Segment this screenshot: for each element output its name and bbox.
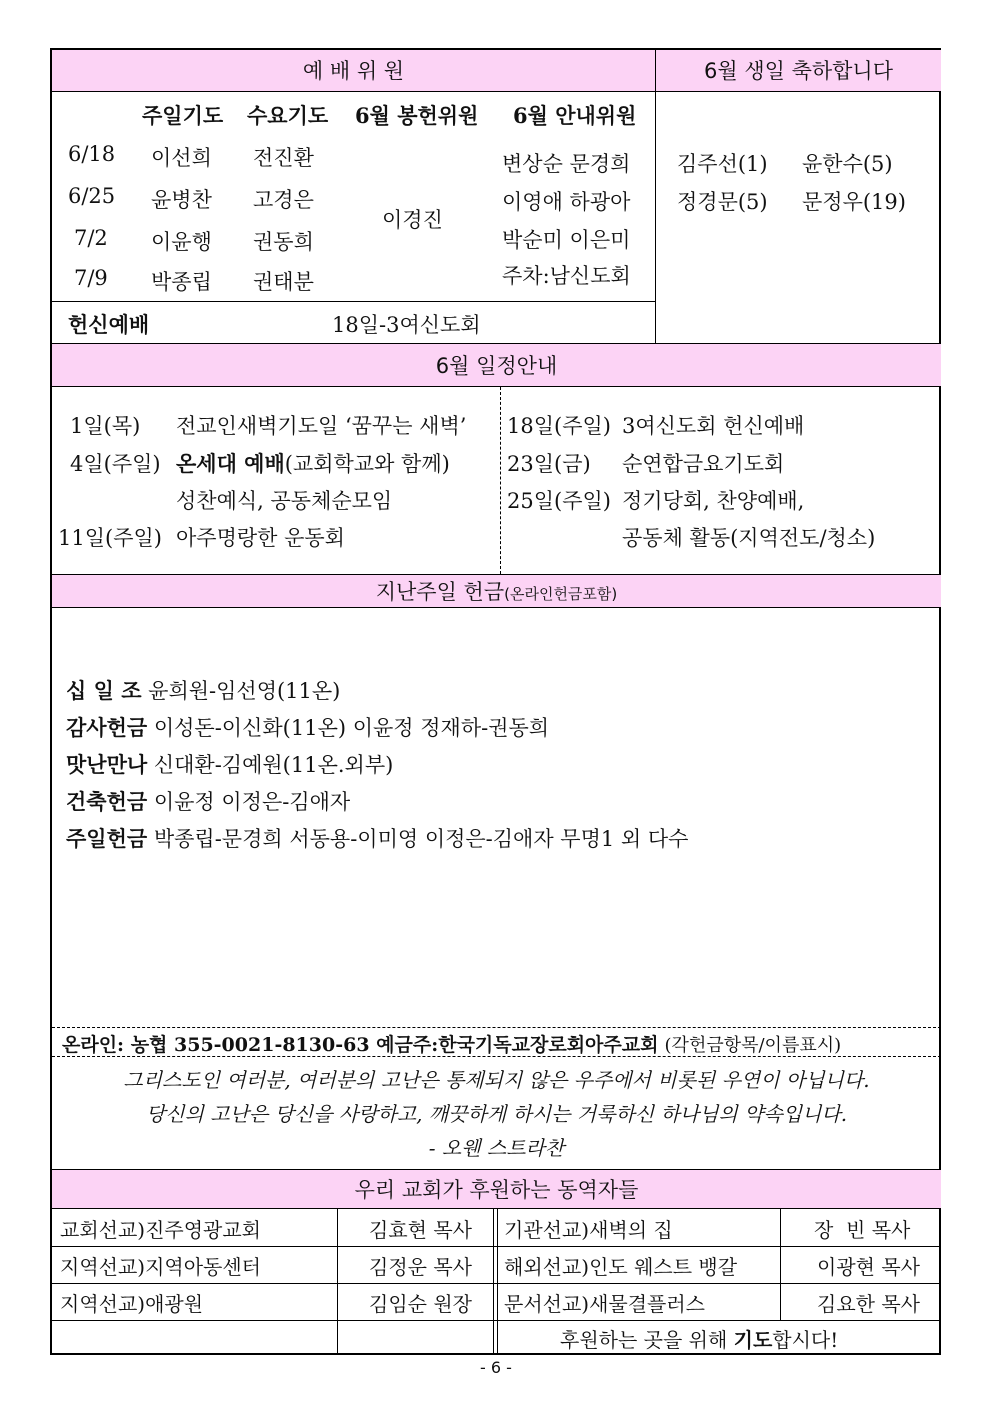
- offering-label: 십 일 조: [66, 679, 142, 703]
- worship-sunday: 박종립: [151, 270, 212, 294]
- schedule-event: 성찬예식, 공동체순모임: [176, 489, 393, 513]
- schedule-event-bold: 온세대 예배: [176, 451, 285, 476]
- dedication-value: 18일-3여신도회: [332, 313, 481, 337]
- guide-pair: 변상순 문경희: [502, 152, 631, 176]
- schedule-header: [52, 343, 941, 387]
- offering-value: 신대환-김예원(11온.외부): [153, 753, 394, 777]
- support-place: 해외선교)인도 웨스트 뱅갈: [504, 1255, 738, 1279]
- birthday-header-text: 6월 생일 축하합니다: [704, 59, 893, 83]
- worship-date: 7/9: [74, 266, 108, 290]
- quote-author: - 오웬 스트라찬: [428, 1136, 565, 1160]
- schedule-header-text: 6월 일정안내: [435, 354, 558, 378]
- schedule-day: 18일(주일): [507, 414, 611, 438]
- worship-date: 6/25: [68, 184, 116, 208]
- worship-wednesday: 고경은: [253, 188, 314, 212]
- offering-label: 맛난만나: [66, 753, 148, 777]
- online-account: [62, 1030, 841, 1057]
- birthday-name: 김주선(1): [677, 152, 768, 176]
- offering-label: 감사헌금: [66, 716, 148, 740]
- offering-value: 이성돈-이신화(11온) 이윤정 정재하-권동희: [153, 716, 550, 740]
- offering-label: 건축헌금: [66, 790, 148, 814]
- worship-wednesday: 권동희: [253, 230, 314, 254]
- prayer-bold: 기도: [733, 1328, 773, 1352]
- schedule-event: 공동체 활동(지역전도/청소): [622, 526, 876, 550]
- col-guide-member: 6월 안내위원: [513, 103, 637, 128]
- online-account-note: (각헌금항목/이름표시): [664, 1035, 842, 1056]
- offering-value: 이윤정 이정은-김애자: [153, 790, 351, 814]
- birthday-name: 윤한수(5): [802, 152, 893, 176]
- support-person: 이광현 목사: [817, 1255, 920, 1279]
- worship-sunday: 이윤행: [151, 230, 212, 254]
- schedule-day: 4일(주일): [70, 452, 161, 476]
- guide-pair: 박순미 이은미: [502, 228, 631, 252]
- support-person: 장 빈 목사: [814, 1218, 911, 1242]
- offering-item: [66, 823, 688, 853]
- worship-date: 7/2: [74, 226, 108, 250]
- quote-line: 당신의 고난은 당신을 사랑하고, 깨끗하게 하시는 거룩하신 하나님의 약속입니다.: [145, 1102, 848, 1126]
- birthday-header: [656, 50, 941, 92]
- schedule-day: 11일(주일): [58, 526, 162, 550]
- support-header: [52, 1169, 941, 1209]
- support-person: 김정운 목사: [369, 1255, 472, 1279]
- support-person: 김요한 목사: [817, 1292, 920, 1316]
- schedule-day: 23일(금): [507, 452, 591, 476]
- worship-wednesday: 전진환: [253, 146, 314, 170]
- offering-value: 윤희원-임선영(11온): [148, 679, 341, 703]
- schedule-event-rest: (교회학교와 함께): [284, 452, 450, 476]
- birthday-name: 문정우(19): [802, 190, 906, 214]
- offering-value: 박종립-문경희 서동용-이미영 이정은-김애자 무명1 외 다수: [153, 827, 689, 851]
- schedule-event: 아주명랑한 운동회: [176, 526, 345, 550]
- schedule-event: 전교인새벽기도일 ‘꿈꾸는 새벽’: [176, 414, 467, 438]
- schedule-day: 1일(목): [70, 414, 141, 438]
- support-person: 김임순 원장: [369, 1292, 472, 1316]
- schedule-day: 25일(주일): [507, 489, 611, 513]
- schedule-event: 정기당회, 찬양예배,: [622, 489, 805, 513]
- dedication-label: 헌신예배: [68, 312, 150, 337]
- support-place: 지역선교)지역아동센터: [60, 1255, 262, 1279]
- worship-header: [52, 50, 656, 92]
- schedule-event: [176, 448, 450, 478]
- support-header-text: 우리 교회가 후원하는 동역자들: [354, 1178, 639, 1202]
- col-wednesday-prayer: 수요기도: [247, 103, 329, 128]
- schedule-event: 순연합금요기도회: [622, 452, 785, 476]
- offering-item: [66, 712, 549, 742]
- col-sunday-prayer: 주일기도: [142, 103, 224, 128]
- offering-member: 이경진: [382, 208, 443, 232]
- schedule-event: 3여신도회 헌신예배: [622, 414, 805, 438]
- quote-line: 그리스도인 여러분, 여러분의 고난은 통제되지 않은 우주에서 비롯된 우연이 아닙니다.: [123, 1068, 870, 1092]
- worship-header-text: 예 배 위 원: [302, 59, 405, 83]
- support-place: 지역선교)애광원: [60, 1292, 204, 1316]
- offering-item: [66, 675, 340, 705]
- support-person: 김효현 목사: [369, 1218, 472, 1242]
- worship-sunday: 윤병찬: [151, 188, 212, 212]
- offering-header: [52, 574, 941, 608]
- offering-label: 주일헌금: [66, 827, 148, 851]
- worship-date: 6/18: [68, 142, 116, 166]
- parking-guide: 주차:남신도회: [502, 264, 631, 288]
- col-offering-member: 6월 봉헌위원: [355, 103, 479, 128]
- worship-wednesday: 권태분: [253, 270, 314, 294]
- page-number: - 6 -: [480, 1358, 512, 1377]
- offering-header-sub: (온라인헌금포함): [504, 585, 618, 603]
- guide-pair: 이영애 하광아: [502, 190, 631, 214]
- birthday-name: 정경문(5): [677, 190, 768, 214]
- online-account-main: 온라인: 농협 355-0021-8130-63 예금주:한국기독교장로회아주교회: [62, 1034, 659, 1056]
- prayer-line: [560, 1324, 838, 1353]
- offering-header-main: 지난주일 헌금: [375, 580, 505, 604]
- support-place: 기관선교)새벽의 집: [504, 1218, 673, 1242]
- bulletin-page: [50, 48, 941, 1355]
- support-place: 교회선교)진주영광교회: [60, 1218, 262, 1242]
- support-place: 문서선교)새물결플러스: [504, 1292, 706, 1316]
- worship-sunday: 이선희: [151, 146, 212, 170]
- prayer-pre: 후원하는 곳을 위해: [560, 1328, 734, 1352]
- prayer-post: 합시다!: [772, 1328, 839, 1352]
- offering-item: [66, 786, 350, 816]
- offering-item: [66, 749, 393, 779]
